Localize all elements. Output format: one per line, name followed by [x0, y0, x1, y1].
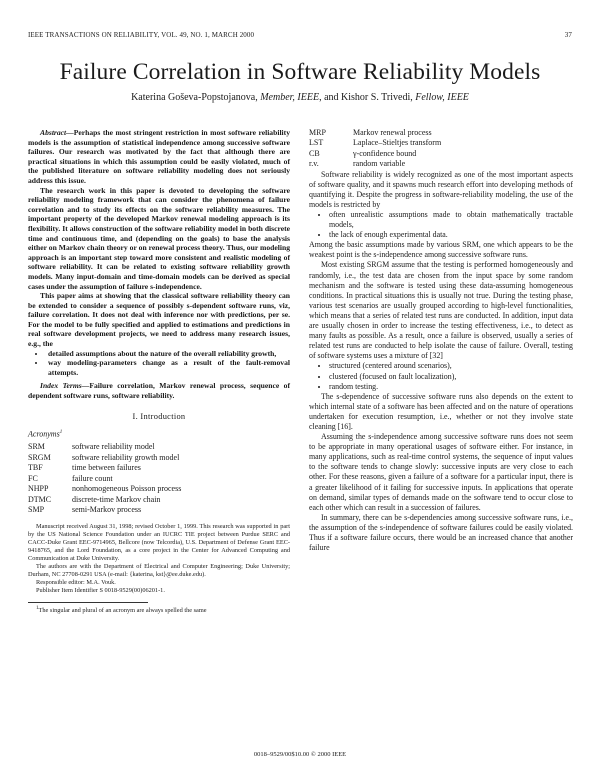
- body-bullet: • the lack of enough experimental data.: [329, 230, 573, 240]
- acronym-row: NHPP nonhomogeneous Poisson process: [28, 484, 182, 494]
- body-bullet: • random testing.: [329, 382, 573, 392]
- index-terms: [28, 381, 290, 400]
- index-terms-text: Failure correlation, Markov renewal process, sequence of dependent software runs, software reliability.: [28, 381, 290, 401]
- abstract-label: Abstract—: [40, 128, 74, 137]
- author-2-role: Fellow, IEEE: [415, 92, 469, 103]
- acronym-row: r.v. random variable: [309, 159, 406, 169]
- acronym-row: SRGM software reliability growth model: [28, 452, 180, 462]
- body-bullet: • clustered (focused on fault localization),: [329, 372, 573, 382]
- author-1-role: Member, IEEE: [260, 92, 320, 103]
- body-paragraph: In summary, there can be s-dependencies among successive software runs, i.e., the assumption of the s-independence of software failures could be easily violated. Thus if a software failure occurs, there would be an increased chance that another failure: [309, 512, 573, 553]
- acronyms-table-continued: [309, 128, 441, 170]
- body-paragraph: Software reliability is widely recognized as one of the most important aspects of software quality, and it spawns much research effort into developing methods of quantifying it. Despite the progress in software-reliability modeling, the use of the models is restricted by: [309, 169, 573, 209]
- acronym-row: TBF time between failures: [28, 463, 141, 473]
- body-paragraph: Among the basic assumptions made by various SRM, one which appears to be the weakest point is the s-independence among successive software runs.: [309, 240, 573, 260]
- body-bullet: • often unrealistic assumptions made to obtain mathematically tractable models,: [329, 210, 573, 230]
- author-connector: , and Kishor S. Trivedi,: [319, 92, 416, 103]
- running-header: [28, 31, 572, 43]
- acronyms-footnote-mark: 1: [59, 430, 63, 436]
- footnote-editor: Responsible editor: M.A. Vouk.: [36, 578, 116, 586]
- abstract-p1: Perhaps the most stringent restriction in most software reliability models is the assumption of statistical independence among successive software failures. Our research was motivated by the fact that although there are practical situations in which this assumption could be easily violated, much of the published literature on software reliability modeling does not seriously address this issue.: [28, 128, 290, 185]
- copyright-line: 0018–9529/00$10.00 © 2000 IEEE: [253, 751, 347, 758]
- left-column: [28, 128, 290, 615]
- paper-title: Failure Correlation in Software Reliability Models: [59, 59, 541, 85]
- index-terms-label: Index Terms—: [40, 381, 90, 391]
- right-column: [309, 128, 573, 553]
- acronym-row: FC failure count: [28, 473, 113, 483]
- footnote-rule: [28, 602, 148, 603]
- acronyms-heading: Acronyms$^1$: [28, 429, 63, 439]
- footnotes: [28, 523, 290, 615]
- abstract-p3: This paper aims at showing that the classical software reliability theory can be extended to consider a sequence of possibly s-dependent software runs, viz, failure correlation. It does not deal with inference nor with predictions, per se. For the model to be fully specified and applied to estimations and predictions in real software development projects, we need to address many research issues, e.g., the: [28, 291, 290, 349]
- acronym-row: DTMC discrete-time Markov chain: [28, 494, 161, 504]
- acronym-row: SRM software reliability model: [28, 442, 155, 452]
- footnote-manuscript: Manuscript received August 31, 1998; revised October 1, 1999. This research was supported in part by the US National Science Foundation under an IUCRC TIE project between Purdue SERC and CACC-Duke Grant EEC-9714965, Bellcore (now Telcordia), U.S. Department of Defense Grant EEC-9418765, and the Lord Foundation, as a core project in the Center for Advanced Computing and Communication at Duke University.: [28, 523, 290, 562]
- acronym-row: CB γ-confidence bound: [309, 148, 417, 158]
- page-number: 37: [564, 31, 572, 39]
- abstract: [28, 128, 290, 377]
- acronym-row: SMP semi-Markov process: [28, 504, 142, 514]
- body-bullets: [309, 361, 573, 391]
- abstract-bullet: • way modeling-parameters change as a result of the fault-removal attempts.: [46, 358, 290, 377]
- abstract-bullets: [28, 349, 290, 378]
- body-paragraph: Assuming the s-independence among successive software runs does not seem to be appropriate in many operational usages of software either. For instance, in many applications, such as real-time control systems, the sequence of input values to the software tends to change slowly: successive inputs are very close to each other. For these reasons, given a failure of a software for a particular input, there is a greater likelihood of it failing for successive inputs. In applications that operate on demand, similar types of demands made on the software tend to occur close to each other which can result in a succession of failures.: [309, 432, 573, 512]
- body-bullets: [309, 210, 573, 240]
- footnote-affiliation: The authors are with the Department of Electrical and Computer Engineering; Duke University; Durham, NC 27708-0291 USA (e-mail: {katerina, kst}@ee.duke.edu).: [28, 562, 290, 578]
- intro-body: [309, 170, 573, 554]
- acronym-row: LST Laplace–Stieltjes transform: [309, 138, 442, 148]
- acronyms-table: [28, 442, 181, 515]
- abstract-p2: The research work in this paper is devoted to developing the software reliability modeling framework that can consider the phenomena of failure correlation and to study its effects on the software reliability measures. The important property of the developed Markov renewal modeling approach is its flexibility. It allows construction of the software reliability model in both discrete time and continuous time, and (depending on the goals) to base the analysis either on Markov chain theory or on renewal process theory. Thus, our modeling approach is an important step toward more consistent and realistic modeling of software reliability. It can be related to existing software reliability growth models. Many input-domain and time-domain models can be derived as special cases under the assumption of failure s-independence.: [28, 185, 290, 291]
- author-1-name: Katerina Goševa-Popstojanova,: [131, 92, 261, 103]
- footnote-pii: Publisher Item Identifier S 0018-9529(00)06201-1.: [36, 586, 165, 594]
- body-paragraph: Most existing SRGM assume that the testing is performed homogeneously and randomly, i.e., the test data are chosen from the input space by some random mechanism and the software is tested using these data-assuming homogeneous conditions. In practical situations this is usually not true. During the testing phase, various test scenarios are usually grouped according to high-level functionalities, which means that a series of related test runs are conducted. In addition, input data are usually chosen in order to increase the testing effectiveness, i.e., to detect as many faults as possible. As a result, once a failure is observed, usually a series of related test runs are conducted to help isolate the cause of failure. Overall, testing of software systems uses a mixture of [32]: [309, 260, 573, 361]
- journal-line: IEEE TRANSACTIONS ON RELIABILITY, VOL. 49, NO. 1, MARCH 2000: [28, 31, 255, 39]
- abstract-bullet: • detailed assumptions about the nature of the overall reliability growth,: [46, 349, 290, 359]
- section-heading: I. Introduction: [132, 411, 186, 421]
- body-bullet: • structured (centered around scenarios),: [329, 361, 573, 371]
- acronym-row: MRP Markov renewal process: [309, 128, 432, 137]
- authors-line: [0, 92, 600, 103]
- footnote-acronyms: $^1$The singular and plural of an acronym are always spelled the same: [36, 606, 207, 615]
- body-paragraph: The s-dependence of successive software runs also depends on the extent to which internal state of a software has been affected and on the nature of operations undertaken for execution resumption, i.e., whether or not they involve state cleaning [16].: [309, 391, 573, 431]
